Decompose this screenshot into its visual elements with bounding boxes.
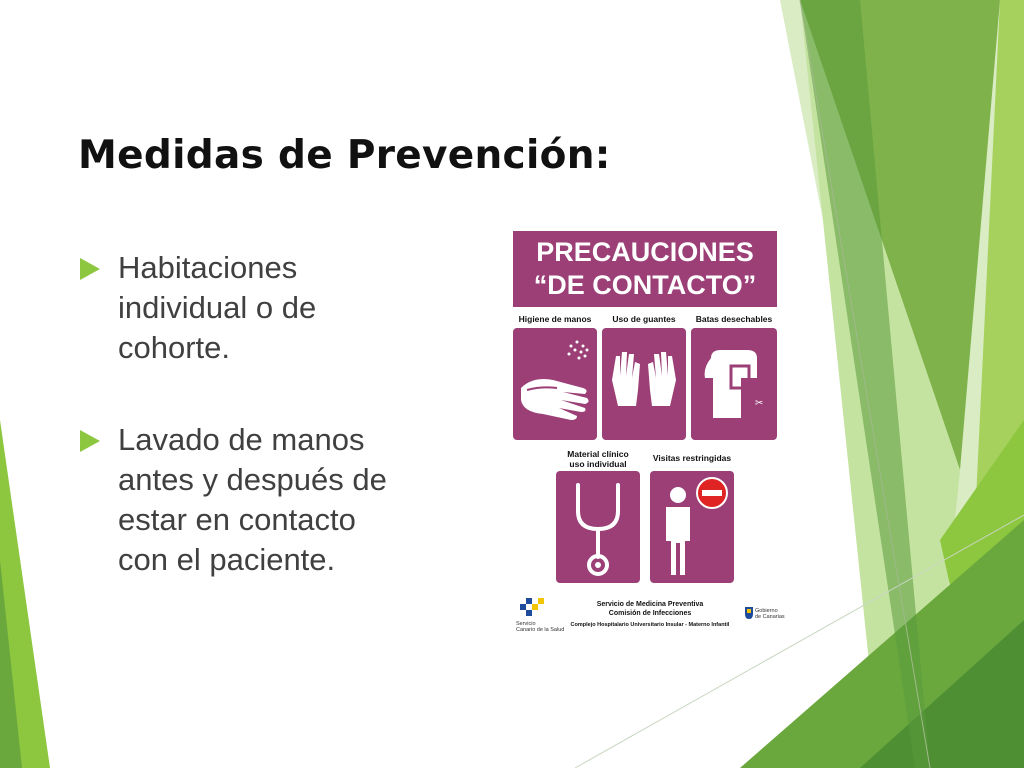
footer-line2: Comisión de Infecciones: [608, 610, 692, 617]
gown-icon: [691, 328, 777, 440]
bullet-text: Lavado de manos antes y después de estar en contacto con el paciente.: [118, 422, 387, 577]
caption-restricted-visits: Visitas restringidas: [652, 453, 732, 463]
slide-title: Medidas de Prevención:: [78, 133, 611, 178]
bullet-arrow-icon: [80, 258, 100, 280]
caption-hand-hygiene: Higiene de manos: [518, 314, 592, 324]
contact-precautions-poster: [510, 228, 785, 638]
bullet-list: [80, 248, 410, 632]
bullet-arrow-icon: [80, 430, 100, 452]
person-restricted-icon: [650, 471, 734, 583]
canary-government-text: Gobierno de Canarias: [755, 608, 785, 620]
canary-government-crest-icon: [744, 606, 754, 620]
poster-footer: [570, 600, 730, 630]
caption-gloves: Uso de guantes: [612, 314, 676, 324]
footer-line3: Complejo Hospitalario Universitario Insular - Materno Infantil: [570, 622, 730, 628]
caption-clinical-material: Material clínico uso individual: [567, 449, 629, 469]
health-service-logo-icon: [514, 598, 550, 620]
poster-title-line1: PRECAUCIONES: [536, 237, 754, 267]
gloves-icon: [602, 328, 686, 440]
poster-title-line2: “DE CONTACTO”: [533, 270, 757, 300]
hand-washing-icon: [513, 328, 597, 440]
svg-text:✂: ✂: [755, 398, 764, 409]
bullet-text: Habitaciones individual o de cohorte.: [118, 250, 317, 365]
stethoscope-icon: [556, 471, 640, 583]
bullet-item: [80, 248, 410, 368]
poster-title: [513, 231, 777, 307]
caption-gowns: Batas desechables: [695, 314, 773, 324]
bullet-item: [80, 420, 410, 580]
footer-line1: Servicio de Medicina Preventiva: [596, 601, 704, 608]
health-service-logo-text: Servicio Canario de la Salud: [516, 621, 565, 633]
